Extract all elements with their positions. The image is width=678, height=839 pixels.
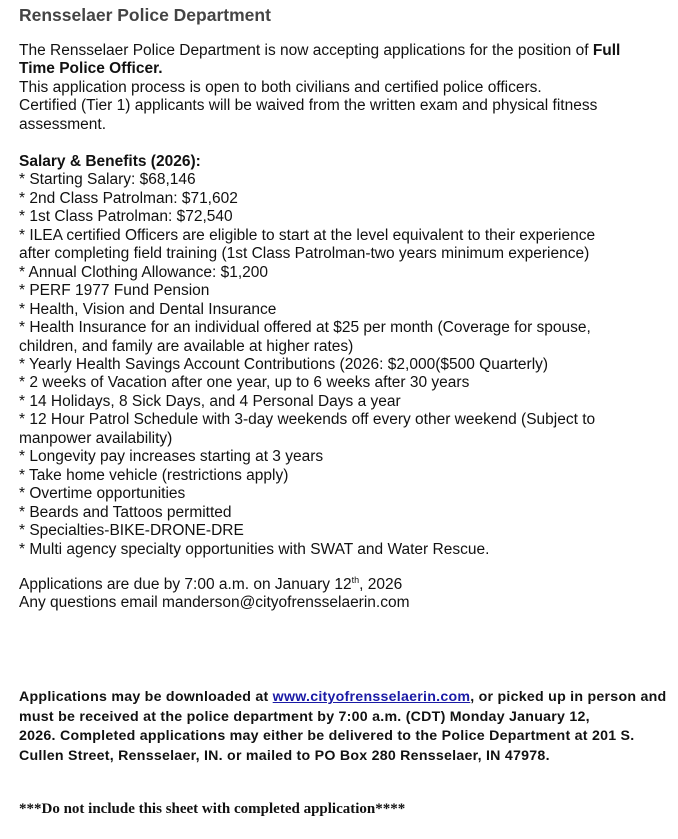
benefit-item-line: * 14 Holidays, 8 Sick Days, and 4 Personal Days a year (19, 392, 401, 410)
intro-paragraph (19, 42, 620, 134)
questions-email: Any questions email manderson@cityofrensselaerin.com (19, 594, 410, 612)
website-link[interactable]: www.cityofrensselaerin.com (272, 689, 471, 705)
benefit-item-line: after completing field training (1st Class Patrolman-two years minimum experience) (19, 245, 590, 263)
benefit-item-line: children, and family are available at higher rates) (19, 337, 354, 355)
page-title: Rensselaer Police Department (19, 5, 271, 25)
intro-text: assessment. (19, 115, 107, 133)
benefit-item (19, 356, 595, 374)
intro-text: This application process is open to both civilians and certified police officers. (19, 78, 542, 96)
position-title-cont: Time Police Officer. (19, 60, 163, 78)
due-date-sup: th (351, 574, 360, 585)
benefit-item-line: * Specialties-BIKE-DRONE-DRE (19, 522, 244, 540)
salary-heading: Salary & Benefits (2026): (19, 153, 201, 170)
notice-text: , or picked up in person and (470, 689, 667, 705)
benefit-item (19, 301, 595, 319)
notice-text: must be received at the police department by 7:00 a.m. (CDT) Monday January 12, (19, 708, 590, 725)
benefit-item-line: * Longevity pay increases starting at 3 years (19, 448, 324, 466)
intro-text: The Rensselaer Police Department is now accepting applications for the position of (19, 42, 593, 59)
benefit-item-line: manpower availability) (19, 429, 173, 447)
salary-benefits-section (19, 153, 595, 559)
benefit-item-line: * Multi agency specialty opportunities with SWAT and Water Rescue. (19, 540, 490, 558)
benefit-item (19, 467, 595, 485)
notice-text: Cullen Street, Rensselaer, IN. or mailed to PO Box 280 Rensselaer, IN 47978. (19, 747, 550, 764)
benefit-item-line: * Health Insurance for an individual offered at $25 per month (Coverage for spouse, (19, 319, 591, 337)
application-notice (19, 688, 666, 766)
benefit-item-line: * 2nd Class Patrolman: $71,602 (19, 189, 238, 207)
benefit-item-line: * Overtime opportunities (19, 485, 186, 503)
benefit-item-line: * ILEA certified Officers are eligible to start at the level equivalent to their experience (19, 226, 596, 244)
benefit-item (19, 448, 595, 466)
due-date-text: Applications are due by 7:00 a.m. on January 12 (19, 576, 352, 593)
benefit-item (19, 504, 595, 522)
due-date-year: , 2026 (359, 576, 403, 593)
benefit-item-line: * Yearly Health Savings Account Contributions (2026: $2,000($500 Quarterly) (19, 355, 549, 373)
benefit-item (19, 393, 595, 411)
benefit-item-line: * Starting Salary: $68,146 (19, 171, 196, 189)
benefits-list (19, 171, 595, 559)
benefit-item-line: * Annual Clothing Allowance: $1,200 (19, 263, 269, 281)
benefit-item (19, 227, 595, 264)
notice-text: 2026. Completed applications may either be delivered to the Police Department at 201 S. (19, 728, 635, 744)
benefit-item-line: * 1st Class Patrolman: $72,540 (19, 208, 233, 226)
benefit-item-line: * Beards and Tattoos permitted (19, 503, 232, 521)
benefit-item-line: * 12 Hour Patrol Schedule with 3-day weekends off every other weekend (Subject to (19, 411, 596, 429)
benefit-item (19, 541, 595, 559)
benefit-item-line: * Take home vehicle (restrictions apply) (19, 466, 289, 484)
benefit-item (19, 264, 595, 282)
notice-text: Applications may be downloaded at (19, 689, 273, 705)
benefit-item-line: * 2 weeks of Vacation after one year, up to 6 weeks after 30 years (19, 374, 470, 392)
benefit-item (19, 319, 595, 356)
benefit-item-line: * PERF 1977 Fund Pension (19, 282, 210, 300)
benefit-item (19, 411, 595, 448)
benefit-item (19, 485, 595, 503)
intro-text: Certified (Tier 1) applicants will be waived from the written exam and physical fitness (19, 97, 598, 115)
benefit-item (19, 190, 595, 208)
benefit-item (19, 522, 595, 540)
benefit-item (19, 282, 595, 300)
benefit-item (19, 208, 595, 226)
benefit-item-line: * Health, Vision and Dental Insurance (19, 300, 277, 318)
footer-note: ***Do not include this sheet with completed application**** (19, 801, 406, 817)
benefit-item (19, 374, 595, 392)
due-date-section (19, 576, 410, 613)
benefit-item (19, 171, 595, 189)
position-title: Full (592, 42, 621, 59)
